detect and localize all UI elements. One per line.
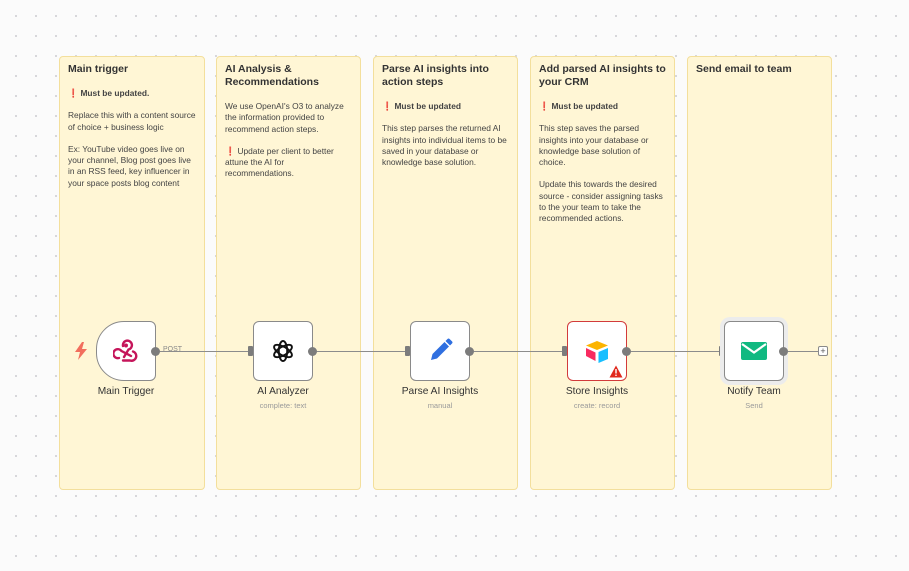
warning-icon[interactable] (609, 365, 623, 378)
note-title: Send email to team (696, 63, 792, 75)
sticky-note-main-trigger[interactable] (59, 56, 205, 490)
node-main-trigger[interactable] (96, 321, 156, 381)
airtable-icon (584, 339, 610, 363)
note-title: AI Analysis & Recommendations (225, 63, 319, 88)
node-ai-analyzer[interactable] (253, 321, 313, 381)
sticky-note-parse-insights[interactable] (373, 56, 518, 490)
lightning-bolt-icon (74, 342, 88, 360)
node-label: Main Trigger (97, 386, 155, 397)
output-port[interactable] (779, 347, 788, 356)
output-port[interactable] (308, 347, 317, 356)
sticky-note-crm[interactable] (530, 56, 675, 490)
node-notify-team[interactable] (724, 321, 784, 381)
output-port[interactable] (465, 347, 474, 356)
output-port[interactable] (622, 347, 631, 356)
node-label: Notify Team (727, 386, 781, 397)
connection-method-label: POST (163, 346, 183, 353)
node-subtitle: create: record (573, 401, 621, 410)
note-title: Add parsed AI insights to your CRM (539, 63, 666, 88)
note-body: ❗ Must be updated This step saves the parsed insights into your database or knowledge base solution of choice. Update this towards the desired source - consider assigning tasks to the your team to take the recommended actions. (539, 101, 663, 224)
connection-line[interactable] (474, 351, 562, 352)
exclamation-icon: ❗ (225, 145, 236, 156)
connection-line[interactable] (631, 351, 719, 352)
pencil-icon (427, 338, 453, 364)
node-label: AI Analyzer (257, 386, 309, 397)
node-subtitle: Send (745, 401, 763, 410)
mail-icon (740, 340, 768, 362)
node-parse-ai-insights[interactable] (410, 321, 470, 381)
exclamation-icon: ❗ (382, 101, 393, 111)
connection-line[interactable] (317, 351, 405, 352)
add-node-button[interactable]: + (818, 346, 828, 356)
openai-icon (270, 338, 296, 364)
sticky-note-send-email[interactable] (687, 56, 832, 490)
sticky-note-ai-analysis[interactable] (216, 56, 361, 490)
note-title: Main trigger (68, 63, 129, 75)
note-title: Parse AI insights into action steps (382, 63, 489, 88)
exclamation-icon: ❗ (539, 101, 550, 111)
node-label: Parse AI Insights (401, 386, 479, 397)
note-body: We use OpenAI's O3 to analyze the information provided to recommend action steps. ❗ Update per client to better attune the AI for recommendations. (225, 101, 344, 179)
node-subtitle: manual (427, 401, 453, 410)
node-subtitle: complete: text (259, 401, 307, 410)
note-body: ❗ Must be updated. Replace this with a content source of choice + business logic Ex: YouTube video goes live on your channel, Blog post goes live in an RSS feed, key influencer in your space posts blog content (68, 88, 196, 188)
node-label: Store Insights (565, 386, 629, 397)
exclamation-icon: ❗ (68, 88, 79, 98)
webhook-icon (113, 339, 139, 363)
output-port[interactable] (151, 347, 160, 356)
note-body: ❗ Must be updated This step parses the returned AI insights into individual items to be saved in your database or knowledge base solution. (382, 101, 507, 168)
connection-line[interactable] (788, 351, 818, 352)
